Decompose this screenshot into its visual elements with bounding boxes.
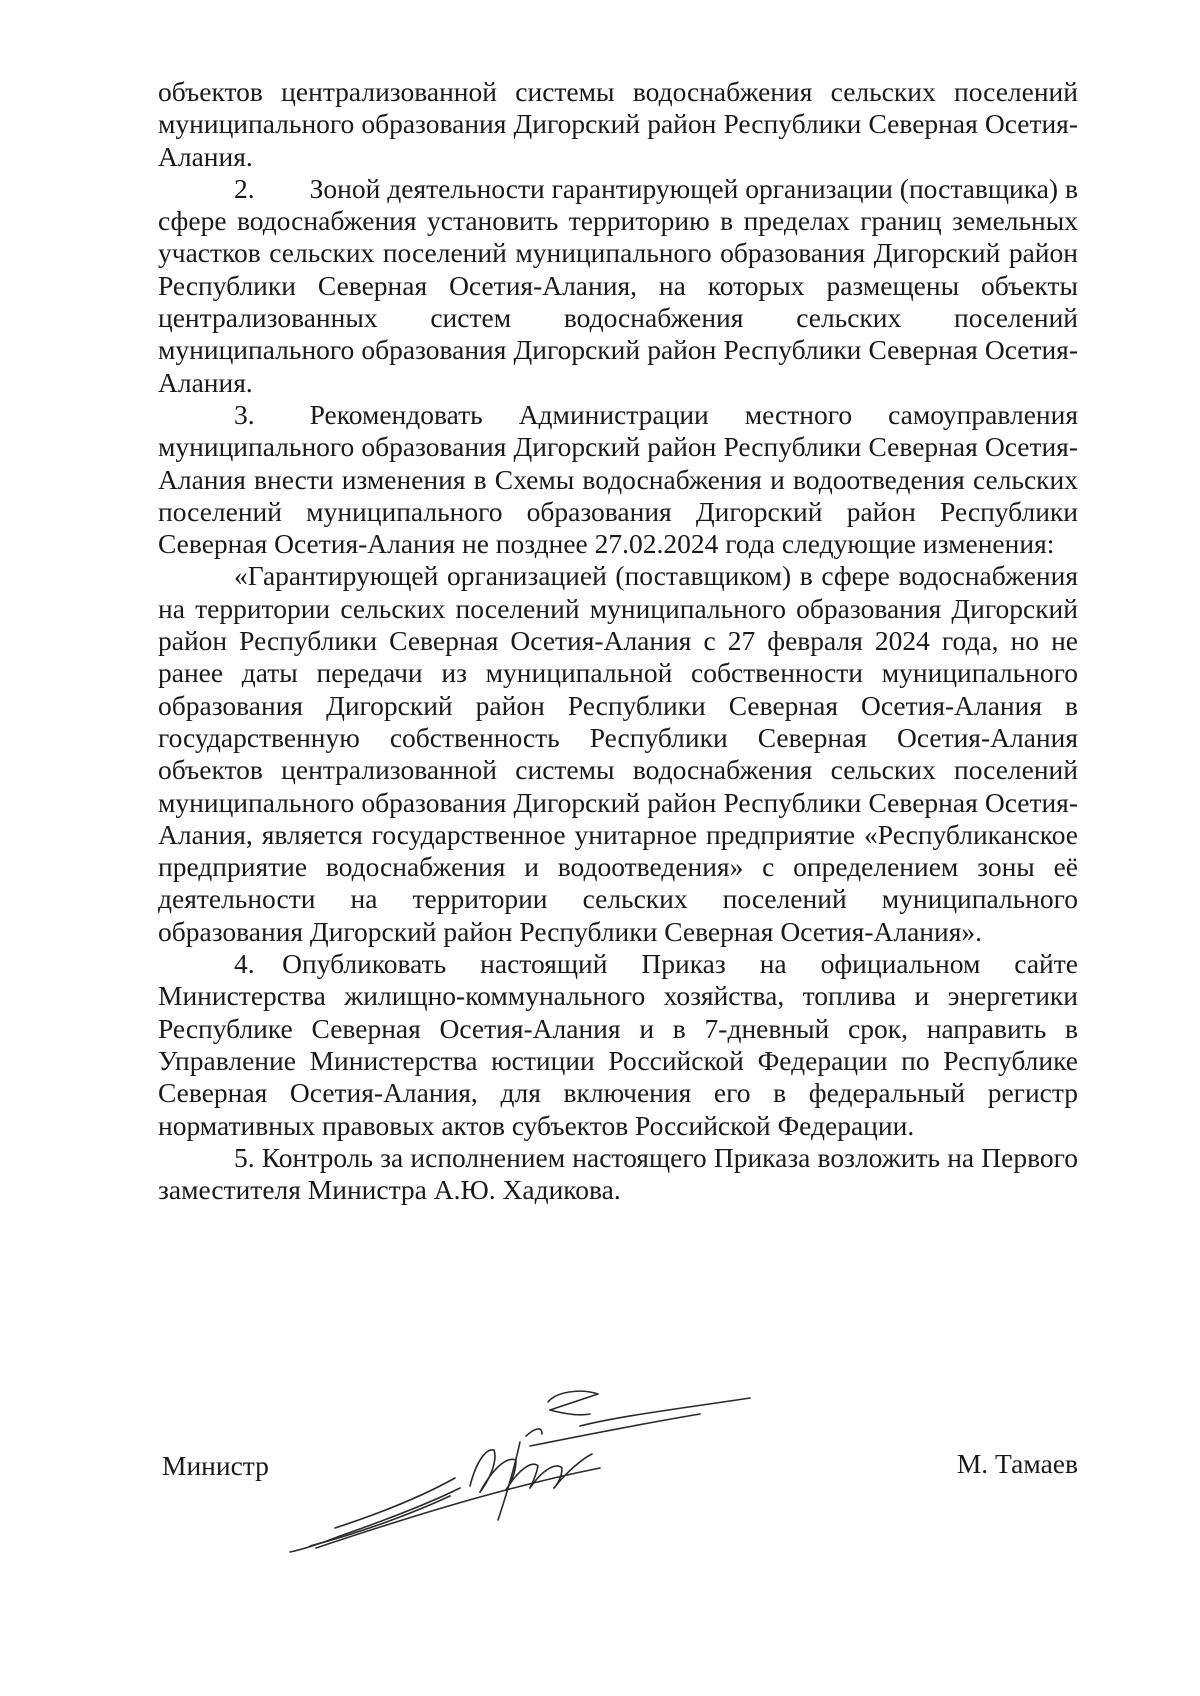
paragraph-quoted-amendment: «Гарантирующей организацией (поставщиком) в сфере водоснабжения на территории сельских поселений муниципального образования Дигорский район Республики Северная Осетия-Алания с 27 февраля 2024 года, но не ранее даты передачи из муниципальной собственности муниципального образования Дигорский район Республики Северная Осетия-Алания в государственную собственность Республики Северная Осетия-Алания объектов централизованной системы водоснабжения сельских поселений муниципального образования Дигорский район Республики Северная Осетия-Алания, является государственное унитарное предприятие «Республиканское предприятие водоснабжения и водоотведения» с определением зоны её деятельности на территории сельских поселений муниципального образования Дигорский район Республики Северная Осетия-Алания». [158, 560, 1078, 947]
paragraph-item-5: 5. Контроль за исполнением настоящего Приказа возложить на Первого заместителя Министра А.Ю. Хадикова. [158, 1141, 1078, 1206]
paragraph-item-3: 3. Рекомендовать Администрации местного самоуправления муниципального образования Дигорский район Республики Северная Осетия-Алания внести изменения в Схемы водоснабжения и водоотведения сельских поселений муниципального образования Дигорский район Республики Северная Осетия-Алания не позднее 27.02.2024 года следующие изменения: [158, 398, 1078, 560]
paragraph-item-4: 4. Опубликовать настоящий Приказ на официальном сайте Министерства жилищно-коммунального хозяйства, топлива и энергетики Республике Северная Осетия-Алания и в 7-дневный срок, направить в Управление Министерства юстиции Российской Федерации по Республике Северная Осетия-Алания, для включения его в федеральный регистр нормативных правовых актов субъектов Российской Федерации. [158, 948, 1078, 1141]
signatory-name: М. Тамаев [956, 1448, 1078, 1479]
paragraph-1-continuation: объектов централизованной системы водоснабжения сельских поселений муниципального образования Дигорский район Республики Северная Осетия-Алания. [158, 76, 1078, 172]
signature-block [158, 1450, 1078, 1490]
document-body [158, 76, 1078, 1206]
signatory-role: Министр [162, 1450, 269, 1481]
paragraph-item-2: 2. Зоной деятельности гарантирующей организации (поставщика) в сфере водоснабжения установить территорию в пределах границ земельных участков сельских поселений муниципального образования Дигорский район Республики Северная Осетия-Алания, на которых размещены объекты централизованных систем водоснабжения сельских поселений муниципального образования Дигорский район Республики Северная Осетия-Алания. [158, 172, 1078, 398]
